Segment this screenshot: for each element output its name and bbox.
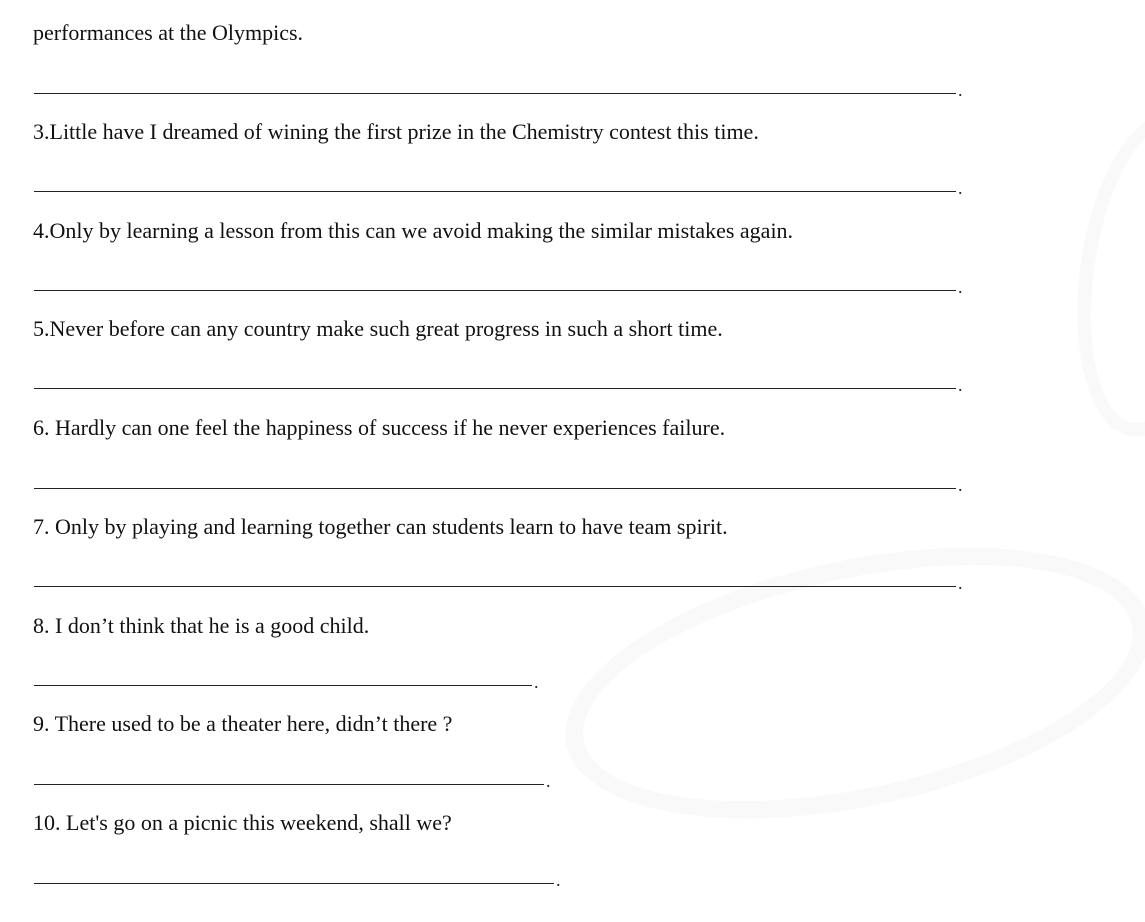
answer-period: . xyxy=(556,870,561,890)
answer-period: . xyxy=(958,475,963,495)
answer-period: . xyxy=(958,573,963,593)
answer-period: . xyxy=(546,771,551,791)
prev-item-text: performances at the Olympics. xyxy=(33,20,304,45)
answer-period: . xyxy=(534,672,539,692)
question-6-text: 6. Hardly can one feel the happiness of success if he never experiences failure. xyxy=(33,415,726,440)
answer-period: . xyxy=(958,375,963,395)
question-9-text: 9. There used to be a theater here, didn’t there ? xyxy=(33,711,453,736)
answer-underline xyxy=(34,488,956,489)
question-5-text: 5.Never before can any country make such great progress in such a short time. xyxy=(33,316,723,341)
answer-period: . xyxy=(958,80,963,100)
question-4-text: 4.Only by learning a lesson from this can we avoid making the similar mistakes again. xyxy=(33,218,794,243)
background-watermark-edge xyxy=(1058,101,1145,446)
answer-period: . xyxy=(958,277,963,297)
answer-underline xyxy=(34,388,956,389)
answer-underline xyxy=(34,290,956,291)
answer-underline xyxy=(34,191,956,192)
question-10-text: 10. Let's go on a picnic this weekend, shall we? xyxy=(33,810,452,835)
question-8-text: 8. I don’t think that he is a good child. xyxy=(33,613,370,638)
background-watermark xyxy=(541,501,1145,866)
answer-underline xyxy=(34,883,554,884)
answer-underline xyxy=(34,685,532,686)
answer-period: . xyxy=(958,178,963,198)
question-7-text: 7. Only by playing and learning together can students learn to have team spirit. xyxy=(33,514,728,539)
answer-underline xyxy=(34,784,544,785)
question-3-text: 3.Little have I dreamed of wining the first prize in the Chemistry contest this time. xyxy=(33,119,759,144)
answer-underline xyxy=(34,93,956,94)
answer-underline xyxy=(34,586,956,587)
